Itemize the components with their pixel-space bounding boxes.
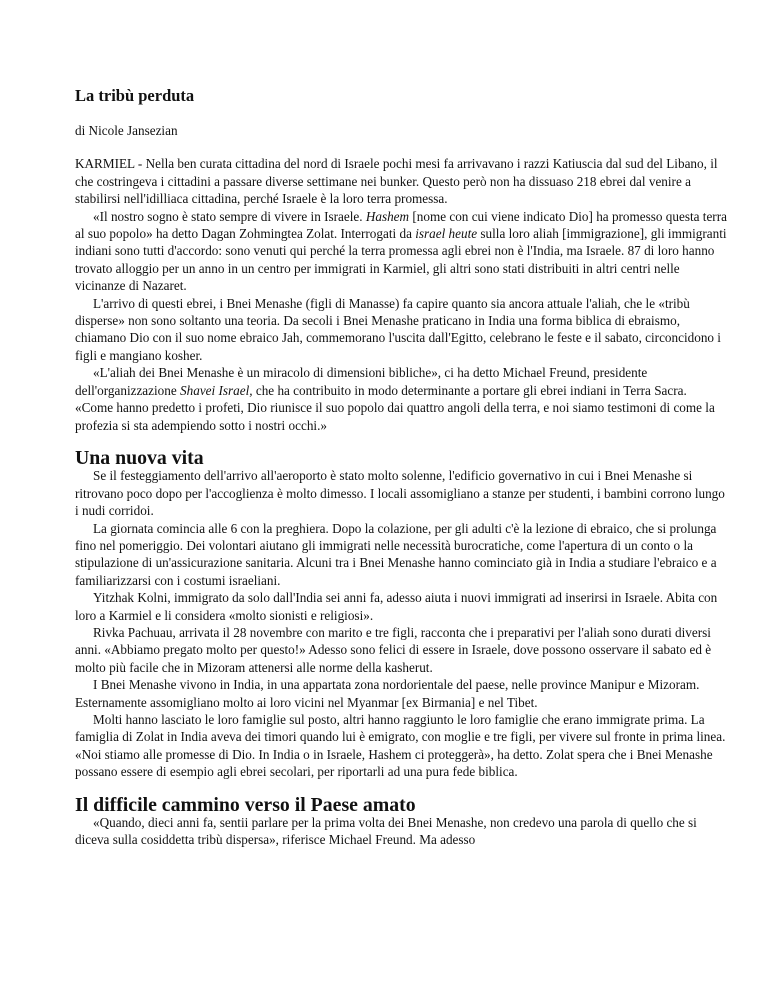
intro-paragraph-2	[75, 208, 728, 295]
text-run: «L'aliah dei Bnei Menashe è un miracolo di dimensioni bibliche», ci ha detto Michael Freund, presidente dell'organizzazione	[75, 365, 648, 398]
text-run: che ha contribuito in modo determinante a portare gli ebrei indiani in Terra Sacra. «Come hanno predetto i profeti, Dio riunisce il suo popolo dai quattro angoli della terra, e noi siamo testimoni di come la profezia si sta adempiendo sotto i nostri occhi.»	[75, 382, 715, 433]
section1-paragraph-5: I Bnei Menashe vivono in India, in una appartata zona nordorientale del paese, nelle province Manipur e Mizoram. Esternamente assomigliano molto ai loro vicini nel Myanmar [ex Birmania] e nel Tibet.	[75, 677, 700, 710]
text-run: «Il nostro sogno è stato sempre di vivere in Israele.	[93, 208, 366, 224]
intro-paragraph-3: L'arrivo di questi ebrei, i Bnei Menashe (figli di Manasse) fa capire quanto sia ancora attuale l'aliah, che le «tribù disperse» non sono soltanto una teoria. Da secoli i Bnei Menashe praticano in India una forma biblica di ebraismo, chiamano Dio con il suo nome ebraico Jah, commemorano l'uscita dall'Egitto, celebrano le feste e il sabato, circoncidono i figli e mangiano kosher.	[75, 295, 721, 363]
text-run: [nome con cui viene indicato Dio] ha promesso questa terra al suo popolo» ha detto Dagan Zohmingtea Zolat. Interrogati da	[75, 208, 727, 242]
section-difficile-cammino	[75, 793, 728, 849]
section1-paragraph-2: La giornata comincia alle 6 con la preghiera. Dopo la colazione, per gli adulti c'è la lezione di ebraico, che si prolunga fino nel pomeriggio. Dei volontari aiutano gli immigrati nelle necessità burocratiche, come l'apertura di un conto o la stipulazione di un'assicurazione sanitaria. Alcuni tra i Bnei Menashe hanno cominciato già in India a studiare l'ebraico e a familiarizzarsi con i costumi israeliani.	[75, 520, 717, 588]
intro-paragraph-4	[75, 364, 728, 434]
section1-paragraph-1: Se il festeggiamento dell'arrivo all'aeroporto è stato molto solenne, l'edificio governativo in cui i Bnei Menashe si ritrovano poco dopo per l'accoglienza è molto dimesso. I locali assomigliano a stanze per studenti, i bambini corrono lungo i nudi corridoi.	[75, 468, 725, 519]
section1-paragraph-3: Yitzhak Kolni, immigrato da solo dall'India sei anni fa, adesso aiuta i nuovi immigrati ad inserirsi in Israele. Abita con loro a Karmiel e li considera «molto sionisti e religiosi».	[75, 590, 718, 623]
italic-shavei-israel: Shavei Israel,	[180, 382, 253, 398]
article-title: La tribù perduta	[75, 86, 195, 105]
italic-hashem: Hashem	[365, 208, 410, 224]
italic-israel-heute: israel heute	[415, 226, 478, 242]
section1-paragraph-6: Molti hanno lasciato le loro famiglie sul posto, altri hanno raggiunto le loro famiglie che erano immigrate prima. La famiglia di Zolat in India aveva dei timori quando lui è emigrato, con moglie e tre figli, per vivere sul fronte in prima linea. «Noi stiamo alle promesse di Dio. In India o in Israele, Hashem ci proteggerà», ha detto. Zolat spera che i Bnei Menashe possano essere di esempio agli ebrei secolari, per riportarli ad una pura fede biblica.	[75, 712, 726, 780]
section-heading: Una nuova vita	[75, 446, 204, 469]
intro-paragraph-1: KARMIEL - Nella ben curata cittadina del nord di Israele pochi mesi fa arrivavano i razzi Katiuscia dal sud del Libano, il che costringeva i cittadini a passare diverse settimane nei bunker. Questo però non ha dissuaso 218 ebrei dal venire a stabilirsi nell'idilliaca cittadina, perché Israele è la loro terra promessa.	[75, 156, 718, 207]
text-run: sulla loro aliah [immigrazione], gli immigranti indiani sono tutti d'accordo: sono venuti qui perché la terra promessa agli ebrei non è l'India, ma Israele. 87 di loro hanno trovato alloggio per un anno in un centro per immigrati in Karmiel, gli altri sono stati distribuiti in altri centri nelle vicinanze di Nazaret.	[75, 226, 727, 294]
section-nuova-vita	[75, 446, 728, 781]
section2-paragraph-1: «Quando, dieci anni fa, sentii parlare per la prima volta dei Bnei Menashe, non credevo una parola di quello che si diceva sulla cosiddetta tribù dispersa», riferisce Michael Freund. Ma adesso	[75, 815, 697, 848]
intro-section	[75, 155, 728, 434]
author-line: di Nicole Jansezian	[75, 123, 178, 138]
section1-paragraph-4: Rivka Pachuau, arrivata il 28 novembre con marito e tre figli, racconta che i preparativi per l'aliah sono durati diversi anni. «Abbiamo pregato molto per questo!» Adesso sono felici di essere in Israele, dove possono osservare il sabato ed è molto più facile che in Mizoram attenersi alle norme della kasherut.	[75, 624, 712, 675]
section-heading: Il difficile cammino verso il Paese amato	[75, 793, 416, 816]
